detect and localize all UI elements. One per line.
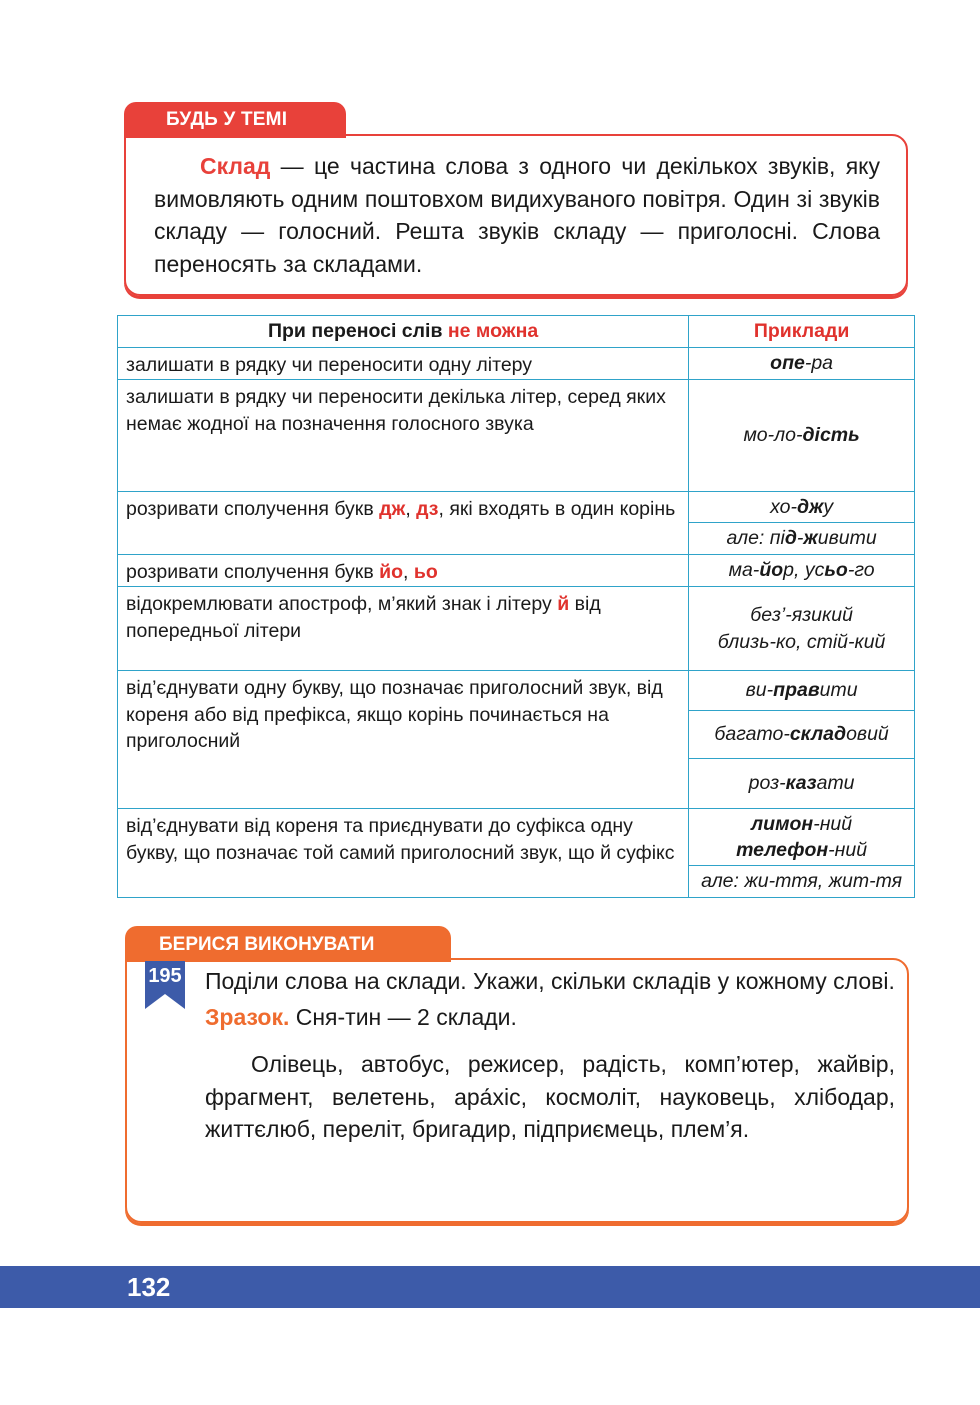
example-text: роз- bbox=[748, 772, 786, 795]
exercise-content bbox=[205, 966, 895, 1146]
exercise-task: Поділи слова на склади. Укажи, скільки складів у кожному слові. bbox=[205, 968, 895, 994]
rule-text: розривати сполучення букв bbox=[126, 561, 380, 583]
example-text: багато- bbox=[714, 723, 790, 746]
rule-text: , які входять в один корінь bbox=[438, 498, 676, 520]
table-row bbox=[118, 809, 915, 866]
example-bold: д bbox=[784, 527, 797, 550]
header-rule-prefix: При переносі слів bbox=[267, 320, 448, 342]
example-text: ма- bbox=[728, 559, 760, 582]
example-text: ви- bbox=[745, 679, 774, 702]
example-cell bbox=[689, 809, 915, 866]
example-bold: ж bbox=[803, 527, 818, 550]
table-header-row bbox=[118, 316, 915, 348]
example-cell bbox=[689, 348, 915, 380]
example-text: без’-язикий bbox=[750, 604, 853, 626]
example-cell bbox=[689, 711, 915, 759]
exercise-number: 195 bbox=[148, 965, 182, 987]
exercise-tab bbox=[125, 926, 451, 962]
example-text: -го bbox=[847, 559, 875, 582]
table-row bbox=[118, 671, 915, 711]
example-cell bbox=[689, 492, 915, 523]
example-text: - bbox=[796, 527, 804, 550]
theory-tab-label: БУДЬ У ТЕМІ bbox=[166, 109, 288, 130]
rule-highlight: ьо bbox=[413, 561, 438, 583]
rule-text: відокремлювати апостроф, м’який знак і літеру bbox=[126, 593, 558, 615]
example-bold: йо bbox=[759, 559, 784, 582]
example-text: овий bbox=[846, 723, 889, 746]
example-text: р, ус bbox=[783, 559, 825, 582]
example-text: мо-ло- bbox=[743, 424, 803, 447]
example-text: ити bbox=[819, 679, 858, 702]
rule-text: , bbox=[403, 561, 414, 583]
rule-highlight: йо bbox=[379, 561, 404, 583]
rule-cell: від’єднувати від кореня та приєднувати до суфікса одну букву, що позначає той самий приголосний звук, що й суфікс bbox=[118, 809, 689, 898]
example-bold: склад bbox=[789, 723, 847, 746]
rule-highlight: дж bbox=[379, 498, 406, 520]
exercise-sample bbox=[205, 1002, 895, 1032]
rule-text: розривати сполучення букв bbox=[126, 498, 380, 520]
table-row bbox=[118, 555, 915, 587]
theory-definition bbox=[154, 150, 880, 280]
rule-highlight: й bbox=[557, 593, 570, 615]
example-cell bbox=[689, 555, 915, 587]
example-text: ивити bbox=[817, 527, 877, 550]
sample-label: Зразок. bbox=[205, 1004, 290, 1030]
rule-cell: від’єднувати одну букву, що позначає приголосний звук, від кореня або від префікса, якщо корінь починається на приголосний bbox=[118, 671, 689, 809]
rule-highlight: дз bbox=[416, 498, 439, 520]
table-row bbox=[118, 587, 915, 671]
example-bold: лимон bbox=[751, 812, 814, 835]
header-examples: Приклади bbox=[689, 316, 915, 348]
example-text: близь-ко, стій-кий bbox=[717, 630, 886, 653]
example-bold: дість bbox=[802, 424, 860, 447]
example-cell bbox=[689, 671, 915, 711]
example-bold: ьо bbox=[824, 559, 848, 582]
rule-cell bbox=[118, 492, 689, 555]
example-cell bbox=[689, 380, 915, 492]
header-rule bbox=[118, 316, 689, 348]
header-rule-emph: не можна bbox=[447, 320, 539, 342]
example-text: -ний bbox=[813, 812, 853, 835]
example-cell bbox=[689, 523, 915, 555]
example-text: але: пі bbox=[726, 527, 785, 550]
rule-text: , bbox=[405, 498, 417, 520]
table-row bbox=[118, 348, 915, 380]
example-text: ати bbox=[816, 772, 855, 795]
theory-definition-text: — це частина слова з одного чи декількох звуків, яку вимовляють одним поштовхом видихуваного повітря. Один зі звуків складу — голосний. Решта звуків складу — приголосні. Слова переносять за складами. bbox=[154, 153, 880, 277]
rule-cell bbox=[118, 555, 689, 587]
theory-box bbox=[124, 134, 908, 296]
example-text: у bbox=[823, 495, 834, 518]
example-text: -ний bbox=[828, 839, 868, 861]
theory-tab bbox=[124, 102, 346, 138]
exercise-words: Олівець, автобус, режисер, радість, комп’ютер, жайвір, фрагмент, велетень, ара́хіс, космоліт, науковець, хлібодар, життєлюб, переліт, бригадир, підприємець, плем’я. bbox=[205, 1051, 895, 1142]
example-text: хо- bbox=[770, 495, 797, 518]
rule-cell: залишати в рядку чи переносити одну літеру bbox=[118, 348, 689, 380]
example-cell: але: жи-ття, жит-тя bbox=[689, 866, 915, 898]
hyphenation-rules-table bbox=[117, 315, 915, 898]
sample-text: Сня-тин — 2 склади. bbox=[289, 1004, 517, 1030]
example-bold: дж bbox=[796, 495, 824, 518]
example-text: -ра bbox=[804, 352, 834, 375]
theory-term: Склад bbox=[200, 153, 271, 179]
example-bold: опе bbox=[770, 352, 805, 375]
table-row bbox=[118, 492, 915, 523]
rule-cell: залишати в рядку чи переносити декілька літер, серед яких немає жодної на позначення голосного звука bbox=[118, 380, 689, 492]
rule-text: від попередньої літери bbox=[126, 593, 601, 642]
example-bold: прав bbox=[773, 679, 820, 702]
page-number: 132 bbox=[127, 1272, 171, 1302]
rule-cell bbox=[118, 587, 689, 671]
example-cell bbox=[689, 759, 915, 809]
exercise-tab-label: БЕРИСЯ ВИКОНУВАТИ bbox=[159, 934, 375, 955]
table-row bbox=[118, 380, 915, 492]
example-cell bbox=[689, 587, 915, 671]
example-bold: телефон bbox=[736, 839, 829, 861]
example-bold: каз bbox=[785, 772, 817, 795]
